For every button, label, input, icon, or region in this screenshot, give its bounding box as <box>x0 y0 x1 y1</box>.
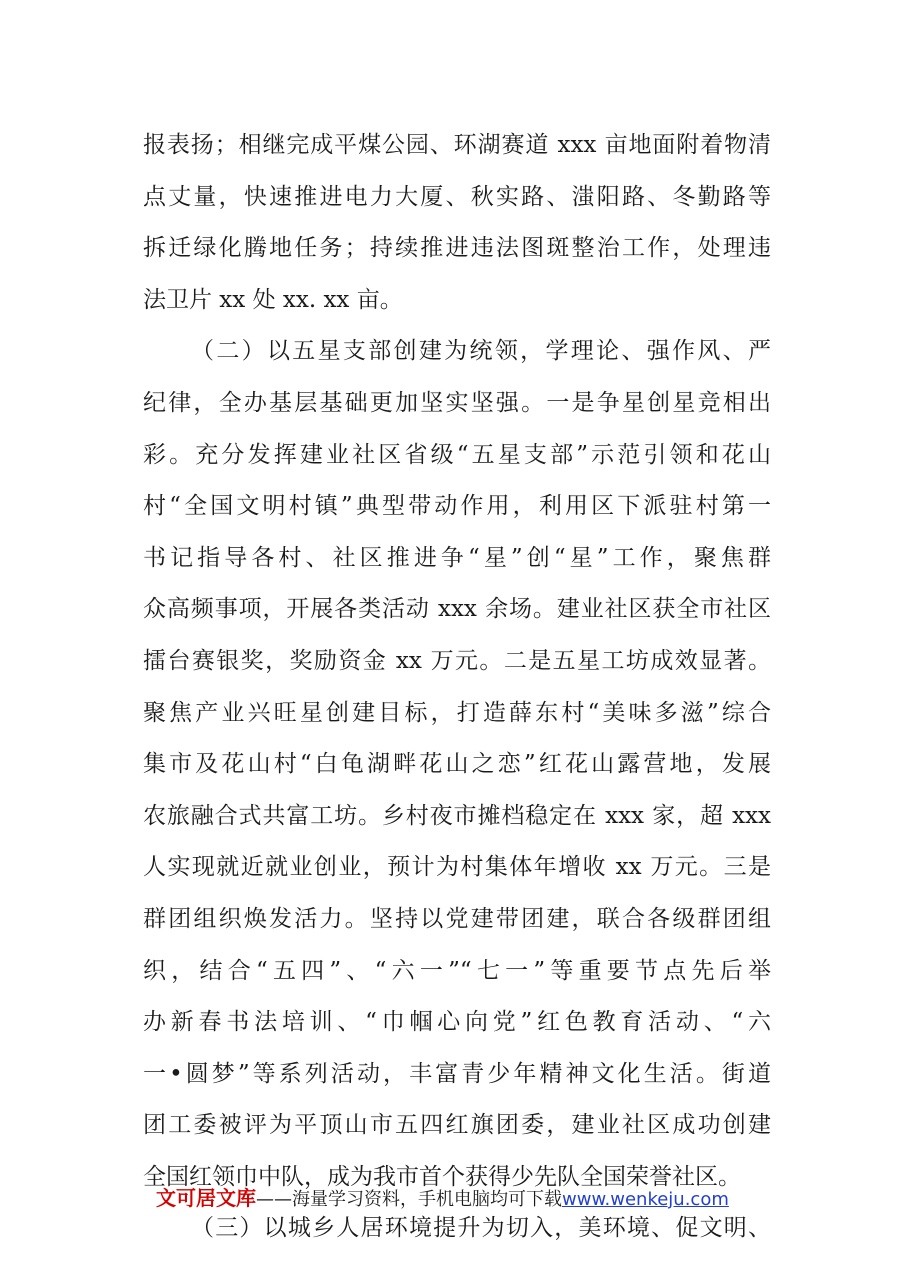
footer-banner <box>156 1183 776 1213</box>
text-line: 彩。充分发挥建业社区省级“五星支部”示范引领和花山 <box>143 441 771 468</box>
text-line: 织，结合“五四”、“六一”“七一”等重要节点先后举 <box>143 957 771 984</box>
text-line: 众高频事项，开展各类活动 xxx 余场。建业社区获全市社区 <box>143 596 771 623</box>
text-line: 擂台赛银奖，奖励资金 xx 万元。二是五星工坊成效显著。 <box>143 647 771 674</box>
text-line: 村“全国文明村镇”典型带动作用，利用区下派驻村第一 <box>143 493 771 520</box>
document-body <box>143 120 771 1255</box>
text-line: 集市及花山村“白龟湖畔花山之恋”红花山露营地，发展 <box>143 751 771 778</box>
text-line: 群团组织焕发活力。坚持以党建带团建，联合各级群团组 <box>143 905 771 932</box>
text-line: 拆迁绿化腾地任务；持续推进违法图斑整治工作，处理违 <box>143 235 771 262</box>
text-line: 人实现就近就业创业，预计为村集体年增收 xx 万元。三是 <box>143 854 771 881</box>
text-line: 办新春书法培训、“巾帼心向党”红色教育活动、“六 <box>143 1009 771 1036</box>
text-line: 一•圆梦”等系列活动，丰富青少年精神文化生活。街道 <box>143 1060 771 1087</box>
text-line: 纪律，全办基层基础更加坚实坚强。一是争星创星竞相出 <box>143 389 771 416</box>
website-link[interactable]: www.wenkeju.com <box>562 1189 729 1210</box>
brand-name: 文可居文库 <box>156 1186 256 1210</box>
paragraph-heading-line: （二）以五星支部创建为统领，学理论、强作风、严 <box>191 338 771 365</box>
text-line: 书记指导各村、社区推进争“星”创“星”工作，聚焦群 <box>143 544 771 571</box>
text-line: 团工委被评为平顶山市五四红旗团委，建业社区成功创建 <box>143 1112 771 1139</box>
text-line: 全国红领巾中队，成为我市首个获得少先队全国荣誉社区。 <box>143 1163 741 1190</box>
text-line: 法卫片 xx 处 xx. xx 亩。 <box>143 286 403 313</box>
text-line: 报表扬；相继完成平煤公园、环湖赛道 xxx 亩地面附着物清 <box>143 132 771 158</box>
footer-tagline: ——海量学习资料，手机电脑均可下载 <box>256 1189 562 1210</box>
paragraph-heading-line: （三）以城乡人居环境提升为切入，美环境、促文明、 <box>191 1215 771 1242</box>
text-line: 点丈量，快速推进电力大厦、秋实路、滍阳路、冬勤路等 <box>143 183 771 210</box>
text-line: 农旅融合式共富工坊。乡村夜市摊档稳定在 xxx 家，超 xxx <box>143 802 771 829</box>
text-line: 聚焦产业兴旺星创建目标，打造薛东村“美味多滋”综合 <box>143 699 771 726</box>
